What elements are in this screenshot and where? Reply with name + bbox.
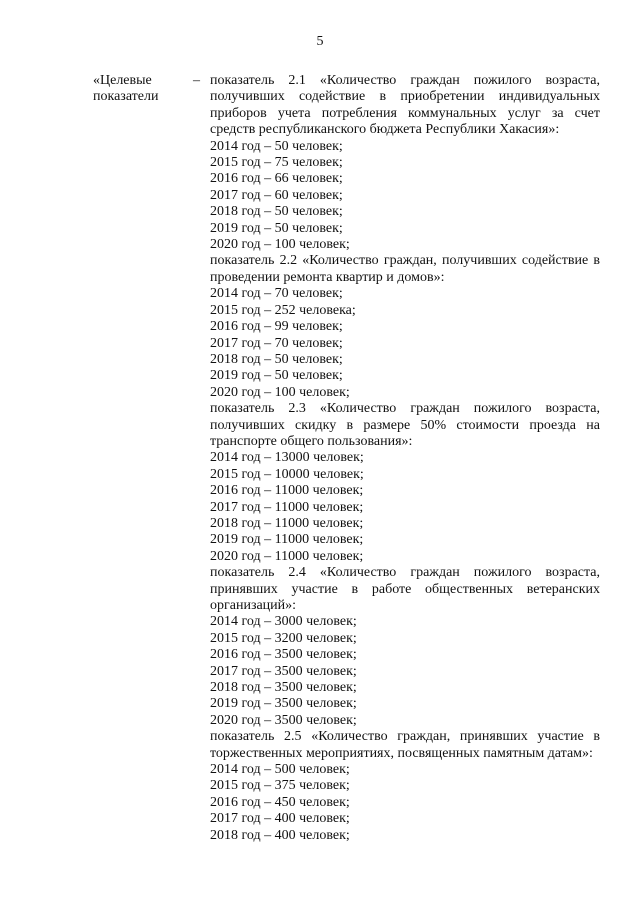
indicator-year-value: 2016 год – 11000 человек;: [210, 483, 364, 499]
indicator-year-value: 2014 год – 500 человек;: [210, 762, 350, 778]
indicator-year-value: 2016 год – 99 человек;: [210, 319, 343, 335]
indicator-year-value: 2015 год – 10000 человек;: [210, 466, 364, 482]
indicator-year-value: 2016 год – 450 человек;: [210, 794, 350, 810]
indicator-year-value: 2017 год – 11000 человек;: [210, 499, 364, 515]
indicator-year-value: 2020 год – 100 человек;: [210, 384, 350, 400]
indicator-year-value: 2019 год – 50 человек;: [210, 368, 343, 384]
indicator-year-value: 2016 год – 66 человек;: [210, 171, 343, 187]
indicator-year-value: 2018 год – 50 человек;: [210, 351, 343, 367]
page-number: 5: [316, 34, 324, 49]
indicator-year-value: 2014 год – 70 человек;: [210, 286, 343, 302]
indicator-year-value: 2017 год – 70 человек;: [210, 335, 343, 351]
indicator-year-value: 2015 год – 75 человек;: [210, 155, 343, 171]
indicator-year-value: 2019 год – 11000 человек;: [210, 532, 364, 548]
indicator-year-value: 2018 год – 400 человек;: [210, 827, 350, 843]
indicator-title: показатель 2.2 «Количество граждан, получивших содействие в проведении ремонта квартир и домов»:: [210, 253, 600, 285]
indicator-year-value: 2014 год – 3000 человек;: [210, 614, 357, 630]
indicator-year-value: 2018 год – 3500 человек;: [210, 680, 357, 696]
indicator-year-value: 2014 год – 13000 человек;: [210, 450, 364, 466]
indicator-year-value: 2020 год – 100 человек;: [210, 237, 350, 253]
indicators-content: [210, 73, 600, 844]
indicator-title: показатель 2.4 «Количество граждан пожилого возраста, принявших участие в работе общественных ветеранских организаций»:: [210, 565, 600, 613]
indicator-year-value: 2019 год – 3500 человек;: [210, 696, 357, 712]
indicator-year-value: 2015 год – 3200 человек;: [210, 630, 357, 646]
section-label: «Целевые показатели: [93, 73, 159, 105]
indicator-year-value: 2015 год – 252 человека;: [210, 302, 356, 318]
indicator-title: показатель 2.3 «Количество граждан пожилого возраста, получивших скидку в размере 50% стоимости проезда на транспорте общего пользования»:: [210, 401, 600, 449]
indicator-year-value: 2020 год – 3500 человек;: [210, 712, 357, 728]
indicator-title: показатель 2.1 «Количество граждан пожилого возраста, получивших содействие в приобретении индивидуальных приборов учета потребления коммунальных услуг за счет средств республиканского бюджета Республики Хакасия»:: [210, 73, 600, 138]
indicator-year-value: 2017 год – 60 человек;: [210, 187, 343, 203]
indicator-year-value: 2018 год – 11000 человек;: [210, 515, 364, 531]
indicator-year-value: 2018 год – 50 человек;: [210, 204, 343, 220]
indicator-year-value: 2017 год – 3500 человек;: [210, 663, 357, 679]
indicator-year-value: 2014 год – 50 человек;: [210, 138, 343, 154]
indicator-year-value: 2019 год – 50 человек;: [210, 220, 343, 236]
indicator-title: показатель 2.5 «Количество граждан, принявших участие в торжественных мероприятиях, посвященных памятным датам»:: [210, 729, 600, 761]
label-dash: –: [193, 73, 200, 88]
indicator-year-value: 2016 год – 3500 человек;: [210, 647, 357, 663]
indicator-year-value: 2020 год – 11000 человек;: [210, 548, 364, 564]
indicator-year-value: 2015 год – 375 человек;: [210, 778, 350, 794]
indicator-year-value: 2017 год – 400 человек;: [210, 811, 350, 827]
